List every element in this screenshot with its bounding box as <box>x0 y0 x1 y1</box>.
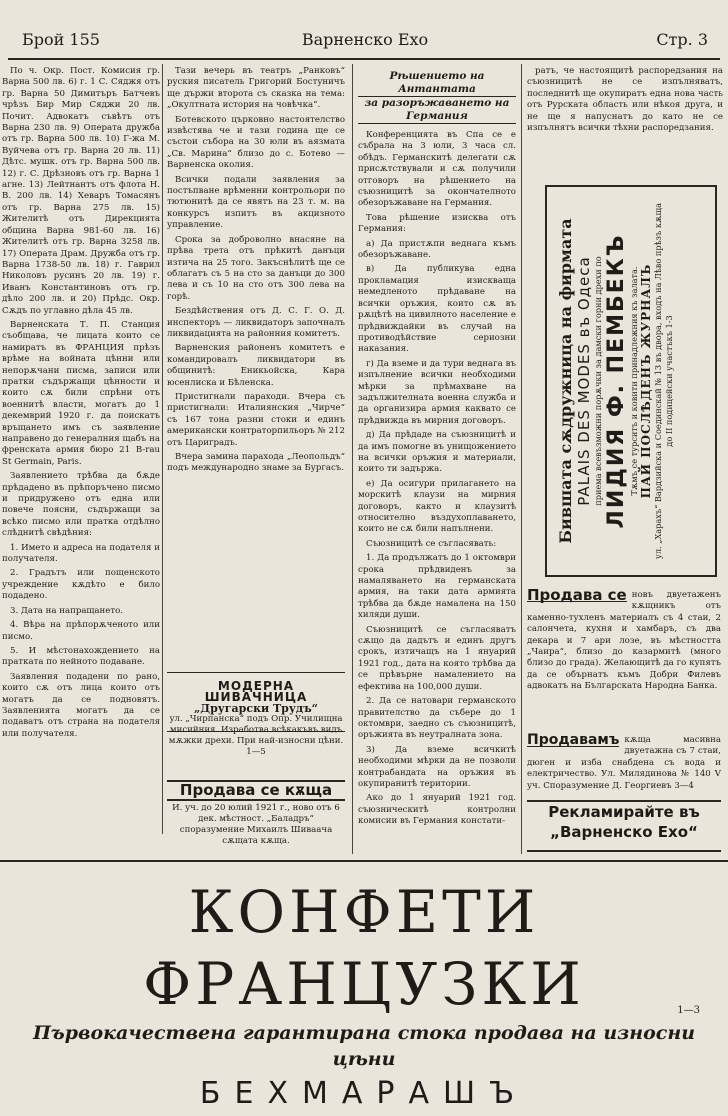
paragraph: Заявлението трѣбва да бѫде прѣдадено въ прѣпоръчено писмо и придружено отъ една или повече поясни, съдържащи за всѣко писмо или пратка отдѣлно слѣднитѣ свѣдѣния: <box>2 471 160 539</box>
paragraph: Тази вечерь въ театръ „Ранковъ“ руския писатель Григорий Бостуничъ ще държи второта съ сказка на тема: „Окултната история на човѣчка“. <box>167 66 345 111</box>
ad-title: МОДЕРНА ШИВАЧНИЦА <box>204 679 308 704</box>
ad-promo-line: Рекламирайте въ <box>548 803 700 821</box>
column-divider <box>162 64 163 834</box>
paragraph: ратъ, че настоящитѣ распоредзания на съюзницитѣ не се изпълняватъ, последнитѣ ще окупиратъ една нова часть отъ Рурската область или нѣкоя друга, и не ще я напуснатъ до като не се изпълнятъ всички тѣхни распоредзания. <box>527 66 723 134</box>
ad-line: PALAIS DES MODES въ Одеса <box>575 256 593 506</box>
ad-rotated-content <box>556 197 706 565</box>
page-header <box>22 30 708 52</box>
paragraph: Варненската Т. П. Станция съобщава, че лицата които се намиратъ въ ФРАНЦИЯ прѣзъ врѣме на войната цѣнни или непорѫчани писма, записи или пратки съдържащи цѣнности и които сѫ били спрѣни отъ военнитѣ власти, могатъ до 1 декемврий 1920 г. да поискатъ връщането имъ съ заявление направено до генералния щабъ на френската армия бюро 21 B-rau St Germain, Paris. <box>2 319 160 467</box>
newspaper-title: Варненско Ехо <box>301 30 429 49</box>
article-heading <box>358 70 516 124</box>
ad-title: КОНФЕТИ ФРАНЦУЗКИ <box>143 878 585 1018</box>
paragraph: 1. Името и адреса на подателя и получателя. <box>2 542 160 565</box>
paragraph: д) Да прѣдаде на съюзницитѣ и да имъ помогне въ унищожението на всички оръжия и материали, които ти задържа. <box>358 430 516 475</box>
ad-subtitle: Първокачествена гарантирана стока продава на износни цѣни <box>32 1022 696 1070</box>
paragraph: Срока за доброволно внасяне на прѣва трета отъ прѣкитѣ данъци изтича на 25 того. Закъснѣлитѣ ще се облагатъ съ 5 на сто за данъци до 300 лева и съ 10 на сто отъ 300 лева на горѣ. <box>167 234 345 302</box>
ad-address: ул. „Харахъ“ Вардзийска и Соединскай № 13 въ двора, входъ на Лѣво прѣзъ кѫща до II подицейски участъкъ 1-3 <box>653 203 674 559</box>
ad-tailor-shop <box>167 672 345 757</box>
paragraph: Съюзницитѣ се съгласявать: <box>366 538 497 549</box>
article-heading-line: за разоръжаването на Германия <box>358 97 516 124</box>
ad-title: Продава се <box>527 586 627 604</box>
ad-shop-name: „Другарски Трудъ“ <box>193 702 319 715</box>
issue-number: Брой 155 <box>22 30 100 49</box>
column-article-disarmament <box>358 66 516 827</box>
paragraph: Всички подали заявления за постъпване врѣменни контрольори по тютюнитѣ да се явятъ на 23 т. м. на конкурсъ изпитъ въ акцизното управление. <box>167 174 345 231</box>
paragraph: Варненския районенъ комитетъ е командировалъ ликвидатори въ общинитѣ: Еникьойска, Кара юсенлиска и Бѣленска. <box>167 343 345 388</box>
ad-title: Продавамъ <box>527 732 620 748</box>
paragraph: Заявления подадени по рано, които сѫ отъ лица които отъ могатъ да се подновятъ. Заявленията могатъ да се подаватъ отъ страна на подателя или получателя. <box>2 671 160 739</box>
ad-text: И. уч. до 20 юлий 1921 г., ново отъ 6 дек. мѣстност. „Баладръ“ споразумение Михаилъ Шиваача сѫщата кѫща. <box>172 803 340 846</box>
ad-seller-name: БЕХМАРАШЪ <box>199 1076 529 1111</box>
paragraph: 2. Да се натовари германското правителство да събере до 1 октомври, заедно съ съюзницитѣ, оръжията въ неутралната зона. <box>358 696 516 741</box>
column-local-news <box>167 66 345 666</box>
column-donations-notices <box>2 66 160 821</box>
paragraph: Конференцията въ Спа се е събрала на 3 юли, 3 часа сл. обѣдъ. Германскитѣ делегати сѫ присѫтствували и сѫ получили отговоръ на рѣшението на съюзницитѣ за окончателното обезоръжаване на Германия. <box>358 130 516 209</box>
paragraph: 2. Градътъ или пощенското учреждение кѫдѣто е било подадено. <box>2 568 160 602</box>
paragraph: 3. Дата на напращането. <box>10 605 124 616</box>
paragraph: 5. И мѣстонахождението на пратката по нейното подаване. <box>2 645 160 668</box>
article-heading-line: Рѣшението на Антантата <box>358 70 516 97</box>
ad-confetti <box>0 860 728 1111</box>
ad-title: Продава се кѫща <box>167 780 345 801</box>
ad-text: ул. „Чирпанска“ подъ Опр. Училищна мисийния. Изработва всѣкакъвъ видъ мѫжки дрехи. При най-износни цѣни. 1—5 <box>168 714 344 757</box>
ad-house-for-sale <box>527 732 721 795</box>
ad-owner-name: ЛИДИЯ Ф. ПЕМБЕКЪ <box>603 233 629 529</box>
paragraph: По ч. Окр. Пост. Комисия гр. Варна 500 лв. 6) г. 1 С. Сяджя отъ гр. Варна 50 Димитъръ Батчевъ чрѣзъ Бир Мир Сяджи 20 лв. Почит. Адвокатъ съвѣтъ отъ Варна 230 лв. 9) Операта дружба отъ гр. Варна 500 лв. 10) Г-жа М. Вуйчева отъ гр. Варна 20 лв. 11) Дѣтс. мушк. отъ гр. Варна 500 лв. 12) г. С. Дрѣзновъ отъ гр. Варна 1 агне. 13) Лейтнантъ отъ флота Н. В. 200 лв. 14) Хеваръ Томасянъ отъ гр. Варна 275 лв. 15) Жителитѣ отъ Дирекцията община Варна 981-60 лв. 16) Жителитѣ отъ гр. Варна 3258 лв. 17) Операта Драм. Дружба отъ гр. Варна 1738-50 лв. 18) г. Гаврил Николовъ русинъ 20 лв. 19) г. Иванъ Константиновъ отъ гр. дѣло 200 лв. и 20) Прѣдс. Окр. Сѫдъ по углавно дѣла 45 лв. <box>2 66 160 316</box>
ad-line: Тѫмъ се турситъ и ковити принадлежния къ залата. <box>628 266 639 496</box>
ad-house-sale <box>167 780 345 846</box>
header-rule <box>8 58 720 60</box>
column-divider <box>521 64 522 854</box>
paragraph: 3) Да вземе всичкитѣ необходими мѣрки да не позволи контрабандата на оръжия въ окупиранитѣ територии. <box>358 744 516 789</box>
paragraph: Това рѣшение изисква отъ Германия: <box>358 212 516 235</box>
paragraph: Вчера замина парахода „Леопольдъ“ подъ международно знаме за Бургасъ. <box>167 452 345 474</box>
ad-promo-line: „Варненско Ехо“ <box>550 823 698 841</box>
page-number: Стр. 3 <box>656 30 708 49</box>
paragraph: 4. Вѣра на прѣпорѫченото или писмо. <box>2 620 160 642</box>
ad-text: кѫща масивна двуетажна съ 7 стаи, дюген и изба снабдена съ вода и електричество. Ул. Милядинова № 140 V уч. Споразумение Д. Георгиевъ 3—4 <box>527 735 721 791</box>
paragraph: Съюзницитѣ се съгласяватъ сѫщо да дадътъ и единъ другъ срокъ, изтичащъ на 1 януарий 1921 год., дата на която трѣбва да се прѣвърне намалението на ефектива на 100,000 души. <box>358 624 516 692</box>
ad-fashion-house <box>545 185 717 577</box>
ad-promo <box>527 800 721 852</box>
paragraph: Ботевското църковно настоятелство извѣстява че и тази година ще се състои събора на 30 юли въ аязмата „Св. Марина“ близо до с. Ботево — Варненска околия. <box>167 114 345 171</box>
column-article-continuation <box>527 66 723 184</box>
column-divider <box>352 64 353 854</box>
ad-line: приема всевъзможни порѫчки за дамски горни дрехи по <box>593 256 603 506</box>
ad-text: новъ двуетаженъ кѫщникъ отъ каменно-тухленъ материалъ съ 4 стаи, 2 салончета, кухня и хамбаръ, съ два декара и 7 ари лозе, въ мѣстността „Чаира“, близо до казармитѣ (много близо до града). Желающитѣ да го купятъ да се обърнатъ къмъ Добри Филевъ адвокатъ на Българската Народна Банка. <box>527 590 721 692</box>
paragraph: е) Да осигури прилагането на морскитѣ клаузи на мирния договоръ, както и клаузитѣ относително въздухоплаването, които не сѫ били напълнени. <box>358 478 516 535</box>
paragraph: Ако до 1 януарий 1921 год. съюзническитѣ контролни комисии въ Германия констати- <box>358 793 516 827</box>
paragraph: г) Да вземе и да тури веднага въ изпълнение всички необходими мѣрки за прѣмахване на задължителната военна служба и да организира армия каквато се прѣдвижда въ мирния договоръ. <box>358 358 516 426</box>
paragraph: Бездѣйствения отъ Д. С. Г. О. Д. инспекторъ — ликвидаторъ започналъ ликвидацията на районния комитетъ. <box>167 306 345 339</box>
paragraph: а) Да пристѫпи веднага къмъ обезоръжаване. <box>358 238 516 261</box>
ad-property-sale <box>527 586 721 740</box>
ad-line: ПАЙ ПОСЛѢДЕНЪ ЖУРНАЛЪ <box>639 263 653 499</box>
paragraph: в) Да публикува една прокламация изискваща немедленото прѣдаване на всички оръжия, които сѫ въ рѫцѣтѣ на цивилното население е прѣдвиждайки въ случай на противодѣйствие сериозни наказания. <box>358 264 516 355</box>
paragraph: 1. Да продължатъ до 1 октомври срока прѣдвиденъ за намаляването на германската армия, на таки дата армията трѣбва да бѫде намалена на 150 хиляди души. <box>358 553 516 621</box>
ad-run-mark: 1—3 <box>677 1005 700 1016</box>
paragraph: Пристигнали параходи. Вчера съ пристигнали: Италиянския „Чирче“ съ 167 тона разни стоки и единъ американски контраторпильоръ № 212 отъ Цариградъ. <box>167 391 345 448</box>
ad-line: Бившата сѫдружница на фирмата <box>556 218 575 544</box>
